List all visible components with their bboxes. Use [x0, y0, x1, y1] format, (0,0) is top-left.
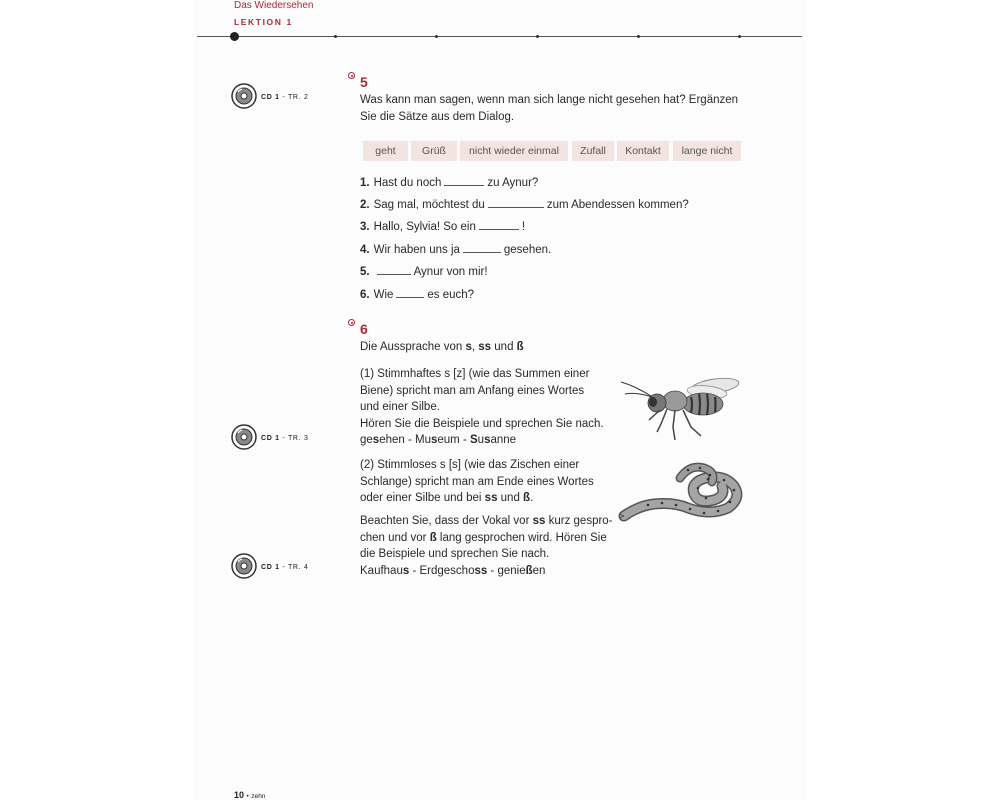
- exercise-item: 1. Hast du noch zu Aynur?: [360, 177, 539, 189]
- timeline-dot: [536, 35, 539, 38]
- exercise-6-title: Die Aussprache von s, ss und ß: [360, 341, 524, 353]
- word-box: Grüß: [411, 141, 457, 161]
- exercise-5-number: 5: [360, 74, 368, 90]
- exercise-5-instruction: Was kann man sagen, wenn man sich lange nicht gesehen hat? Ergänzen Sie die Sätze aus dem Dialog.: [360, 94, 739, 123]
- exercise-marker-icon: [348, 319, 355, 326]
- cd-track-3[interactable]: [231, 424, 321, 452]
- lesson-label: LEKTION 1: [234, 17, 293, 27]
- snake-illustration: [618, 458, 743, 523]
- exercise-marker-icon: [348, 72, 355, 79]
- timeline-dot: [435, 35, 438, 38]
- answer-blank[interactable]: [444, 184, 484, 186]
- word-box: Kontakt: [617, 141, 669, 161]
- cd-icon: [231, 424, 257, 450]
- exercise-item: 4. Wir haben uns ja gesehen.: [360, 244, 552, 256]
- voiced-examples: gesehen - Museum - Susanne: [360, 434, 517, 446]
- answer-blank[interactable]: [463, 251, 501, 253]
- bee-illustration: [615, 372, 740, 452]
- exercise-item: 6. Wie es euch?: [360, 289, 475, 301]
- voiced-s-paragraph: (1) Stimmhaftes s [z] (wie das Summen einer Biene) spricht man am Anfang eines Wortes und einer Silbe. Hören Sie die Beispiele und sprechen Sie nach. gesehen - Museum - Susanne: [360, 366, 610, 449]
- voiceless-examples: Kaufhaus - Erdgeschoss - genießen: [360, 564, 546, 577]
- cd-icon: [231, 83, 257, 109]
- vowel-length-paragraph: Beachten Sie, dass der Vokal vor ss kurz gespro- chen und vor ß lang gesprochen wird. Hören Sie die Beispiele und sprechen Sie nach. Kaufhaus - Erdgeschoss - genießen: [360, 513, 620, 579]
- word-box: geht: [363, 141, 408, 161]
- answer-blank[interactable]: [488, 206, 544, 208]
- voiceless-s-paragraph: (2) Stimmloses s [s] (wie das Zischen einer Schlange) spricht man am Ende eines Wortes oder einer Silbe und bei ss und ß.: [360, 459, 594, 504]
- exercise-item: 5. Aynur von mir!: [360, 266, 488, 278]
- word-box: nicht wieder einmal: [460, 141, 568, 161]
- cd-track-label: CD 1 - TR. 4: [261, 564, 309, 571]
- word-box: Zufall: [572, 141, 614, 161]
- answer-blank[interactable]: [396, 296, 424, 298]
- timeline-dot-current: [230, 32, 239, 41]
- answer-blank[interactable]: [377, 273, 411, 275]
- header-rule: [197, 36, 802, 37]
- timeline-dot: [738, 35, 741, 38]
- exercise-6-number: 6: [360, 321, 368, 337]
- cd-track-label: CD 1 - TR. 2: [261, 94, 309, 101]
- timeline-dot: [637, 35, 640, 38]
- cd-track-4[interactable]: [231, 553, 321, 581]
- cd-track-2[interactable]: [231, 83, 321, 111]
- word-box: lange nicht: [673, 141, 741, 161]
- exercise-item: 2. Sag mal, möchtest du zum Abendessen kommen?: [360, 199, 689, 211]
- answer-blank[interactable]: [479, 228, 519, 230]
- exercise-item: 3. Hallo, Sylvia! So ein !: [360, 221, 526, 233]
- cd-track-label: CD 1 - TR. 3: [261, 435, 309, 442]
- running-title: Das Wiedersehen: [234, 0, 314, 11]
- timeline-dot: [334, 35, 337, 38]
- cd-icon: [231, 553, 257, 579]
- page-footer: 10 • zehn: [234, 790, 266, 800]
